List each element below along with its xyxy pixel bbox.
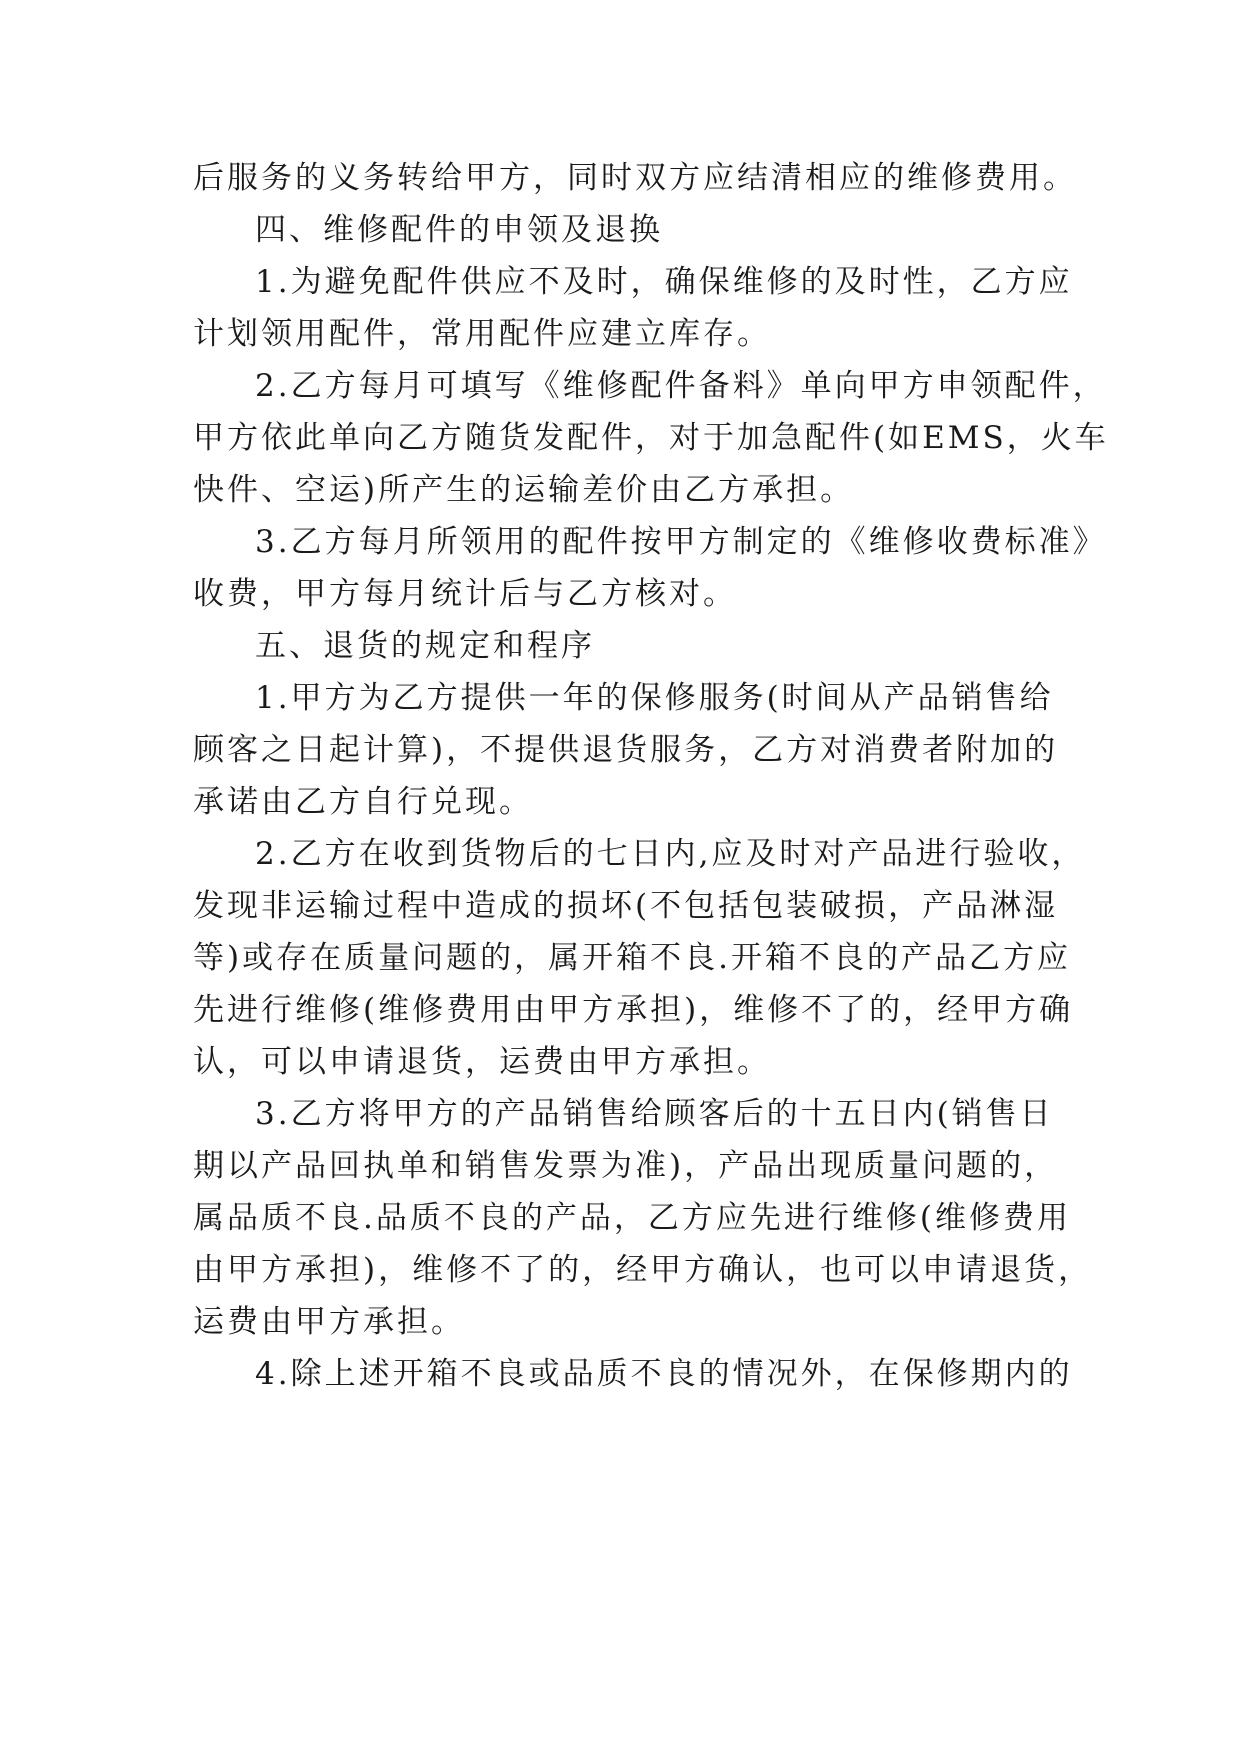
text-line: 等)或存在质量问题的，属开箱不良.开箱不良的产品乙方应 [193, 940, 1071, 976]
text-line: 承诺由乙方自行兑现。 [193, 784, 533, 820]
text-line: 先进行维修(维修费用由甲方承担)，维修不了的，经甲方确 [193, 992, 1074, 1028]
text-line: 3.乙方每月所领用的配件按甲方制定的《维修收费标准》 [255, 524, 1107, 560]
text-line: 快件、空运)所产生的运输差价由乙方承担。 [193, 472, 855, 508]
text-line: 顾客之日起计算)，不提供退货服务，乙方对消费者附加的 [193, 732, 1059, 768]
section-heading: 五、退货的规定和程序 [255, 628, 595, 664]
text-line: 2.乙方每月可填写《维修配件备料》单向甲方申领配件， [255, 368, 1107, 404]
text-line: 计划领用配件，常用配件应建立库存。 [193, 316, 771, 352]
text-line: 后服务的义务转给甲方，同时双方应结清相应的维修费用。 [193, 160, 1077, 196]
text-line: 期以产品回执单和销售发票为准)，产品出现质量问题的， [193, 1148, 1059, 1184]
text-line: 1.为避免配件供应不及时，确保维修的及时性，乙方应 [255, 264, 1073, 300]
text-line: 运费由甲方承担。 [193, 1304, 465, 1340]
text-line: 认，可以申请退货，运费由甲方承担。 [193, 1044, 771, 1080]
text-line: 3.乙方将甲方的产品销售给顾客后的十五日内(销售日 [255, 1096, 1054, 1132]
text-line: 属品质不良.品质不良的产品，乙方应先进行维修(维修费用 [193, 1200, 1071, 1236]
text-line: 1.甲方为乙方提供一年的保修服务(时间从产品销售给 [255, 680, 1054, 716]
text-line: 4.除上述开箱不良或品质不良的情况外，在保修期内的 [255, 1356, 1073, 1392]
text-line: 发现非运输过程中造成的损坏(不包括包装破损，产品淋湿 [193, 888, 1059, 924]
text-line: 甲方依此单向乙方随货发配件，对于加急配件(如EMS，火车 [193, 420, 1109, 456]
text-line: 2.乙方在收到货物后的七日内,应及时对产品进行验收， [255, 836, 1086, 872]
section-heading: 四、维修配件的申领及退换 [255, 212, 663, 248]
text-line: 由甲方承担)，维修不了的，经甲方确认，也可以申请退货， [193, 1252, 1093, 1288]
text-line: 收费，甲方每月统计后与乙方核对。 [193, 576, 737, 612]
